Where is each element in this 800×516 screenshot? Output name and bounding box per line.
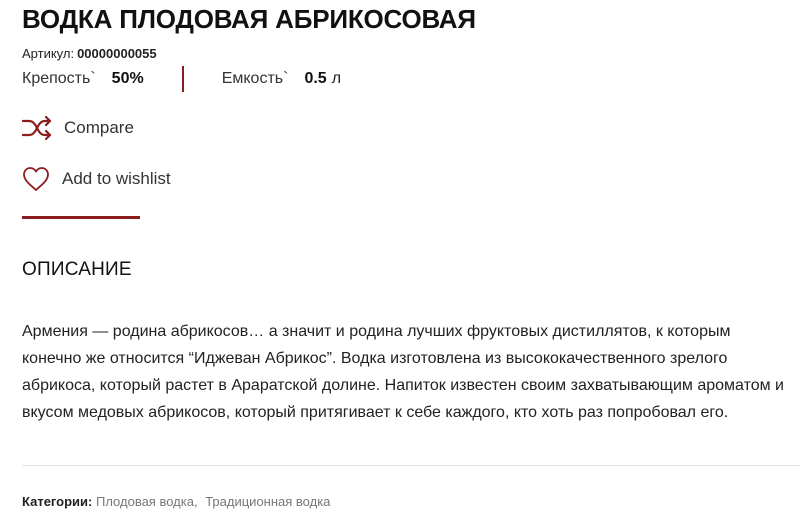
product-title: ВОДКА ПЛОДОВАЯ АБРИКОСОВАЯ	[22, 4, 476, 34]
sku-row	[22, 46, 157, 61]
description-heading: ОПИСАНИЕ	[22, 259, 132, 280]
specs-row	[22, 66, 341, 92]
categories-row	[22, 494, 330, 509]
section-accent-line	[22, 216, 140, 219]
strength-label: Крепость`	[22, 70, 96, 87]
categories-label: Категории:	[22, 494, 93, 509]
shuffle-icon	[22, 116, 52, 140]
heart-icon	[22, 166, 50, 192]
category-link-traditional-vodka[interactable]: Традиционная водка	[205, 494, 331, 509]
sku-value: 00000000055	[77, 46, 157, 61]
volume-unit: л	[331, 70, 342, 87]
strength-value: 50%	[111, 70, 144, 87]
add-to-wishlist-button[interactable]	[22, 166, 171, 192]
compare-label: Compare	[64, 118, 134, 137]
compare-button[interactable]	[22, 116, 134, 140]
wishlist-label: Add to wishlist	[62, 169, 171, 188]
spec-divider	[182, 66, 184, 92]
divider	[22, 465, 800, 466]
sku-label: Артикул:	[22, 46, 75, 61]
category-separator: ,	[193, 494, 198, 509]
volume-value: 0.5	[304, 70, 327, 87]
description-text: Армения — родина абрикосов… а значит и родина лучших фруктовых дистиллятов, к которым конечно же относится “Иджеван Абрикос”. Водка изготовлена из высококачественного зрелого абрикоса, который растет в Араратской долине. Напиток известен своим захватывающим ароматом и вкусом медовых абрикосов, который притягивает к себе каждого, кто хоть раз попробовал его.	[22, 323, 784, 421]
category-link-fruit-vodka[interactable]: Плодовая водка	[95, 494, 194, 509]
volume-label: Емкость`	[221, 70, 289, 87]
